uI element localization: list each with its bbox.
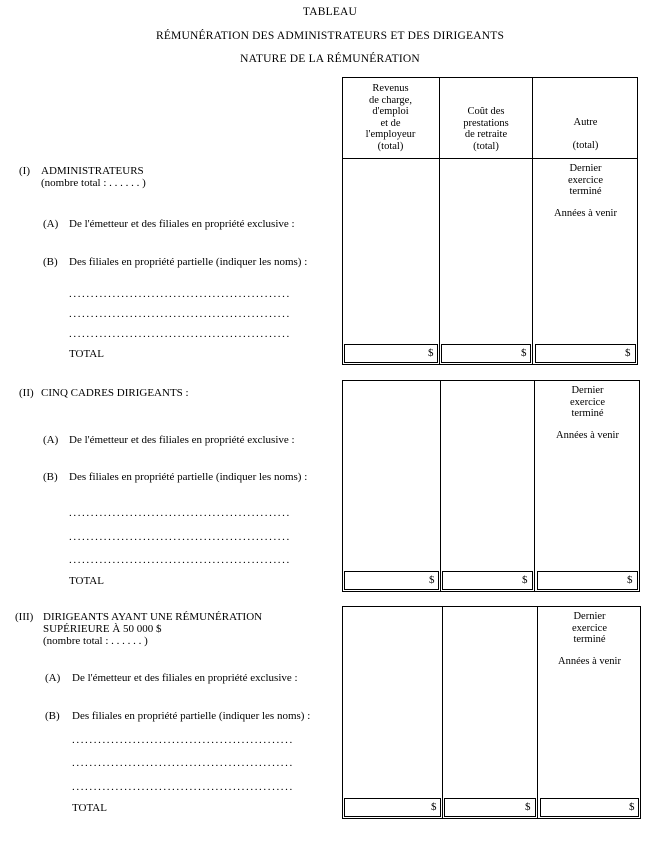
section-title-continued: SUPÉRIEURE À 50 000 $ — [43, 623, 162, 635]
dollar-sign: $ — [428, 347, 434, 359]
header-divider — [342, 158, 638, 159]
item-text: De l'émetteur et des filiales en propriété exclusive : — [69, 218, 295, 230]
dollar-sign: $ — [629, 801, 635, 813]
fill-in-line: ................................................... — [69, 289, 291, 300]
section-title: CINQ CADRES DIRIGEANTS : — [41, 387, 189, 399]
section-title: ADMINISTRATEURS — [41, 165, 144, 177]
fill-in-line: ................................................... — [69, 555, 291, 566]
section-number: (II) — [19, 387, 34, 399]
total-cell — [441, 344, 531, 363]
total-label: TOTAL — [72, 802, 107, 814]
total-cell — [540, 798, 639, 817]
total-cell — [344, 571, 439, 590]
item-label: (B) — [45, 710, 60, 722]
item-label: (A) — [43, 218, 59, 230]
fill-in-line: ................................................... — [69, 508, 291, 519]
dollar-sign: $ — [525, 801, 531, 813]
total-cell — [344, 344, 438, 363]
total-cell — [537, 571, 638, 590]
item-text: De l'émetteur et des filiales en propriété exclusive : — [72, 672, 298, 684]
fill-in-line: ................................................... — [69, 329, 291, 340]
section-number: (I) — [19, 165, 30, 177]
dollar-sign: $ — [521, 347, 527, 359]
column-header-autre: Autre (total) — [572, 117, 599, 151]
total-cell — [535, 344, 636, 363]
section-count: (nombre total : . . . . . . ) — [43, 635, 148, 647]
period-note: Dernier exercice terminé Années à venir — [556, 385, 619, 441]
item-label: (A) — [45, 672, 61, 684]
fill-in-line: ................................................... — [72, 735, 294, 746]
fill-in-line: ................................................... — [69, 532, 291, 543]
column-header-revenus: Revenus de charge, d'emploi et de l'employeur (total) — [365, 83, 416, 152]
item-label: (A) — [43, 434, 59, 446]
document-title: TABLEAU — [302, 6, 358, 18]
total-cell — [344, 798, 441, 817]
column-divider — [440, 380, 441, 592]
column-divider — [442, 606, 443, 819]
table-subtitle-nature: NATURE DE LA RÉMUNÉRATION — [240, 53, 420, 65]
section-title: DIRIGEANTS AYANT UNE RÉMUNÉRATION — [43, 611, 263, 623]
column-header-retraite: Coût des prestations de retraite (total) — [463, 106, 509, 152]
dollar-sign: $ — [522, 574, 528, 586]
section-number: (III) — [15, 611, 34, 623]
item-text: Des filiales en propriété partielle (indiquer les noms) : — [69, 256, 308, 268]
fill-in-line: ................................................... — [72, 758, 294, 769]
item-label: (B) — [43, 256, 58, 268]
total-label: TOTAL — [69, 575, 104, 587]
table-subtitle: RÉMUNÉRATION DES ADMINISTRATEURS ET DES DIRIGEANTS — [155, 30, 505, 42]
dollar-sign: $ — [429, 574, 435, 586]
item-text: Des filiales en propriété partielle (indiquer les noms) : — [69, 471, 308, 483]
dollar-sign: $ — [431, 801, 437, 813]
period-note: Dernier exercice terminé Années à venir — [554, 163, 617, 219]
fill-in-line: ................................................... — [72, 782, 294, 793]
section-count: (nombre total : . . . . . . ) — [41, 177, 146, 189]
period-note: Dernier exercice terminé Années à venir — [558, 611, 621, 667]
total-cell — [444, 798, 536, 817]
total-cell — [442, 571, 533, 590]
fill-in-line: ................................................... — [69, 309, 291, 320]
total-label: TOTAL — [69, 348, 104, 360]
item-text: Des filiales en propriété partielle (indiquer les noms) : — [72, 710, 311, 722]
dollar-sign: $ — [627, 574, 633, 586]
item-text: De l'émetteur et des filiales en propriété exclusive : — [69, 434, 295, 446]
item-label: (B) — [43, 471, 58, 483]
dollar-sign: $ — [625, 347, 631, 359]
